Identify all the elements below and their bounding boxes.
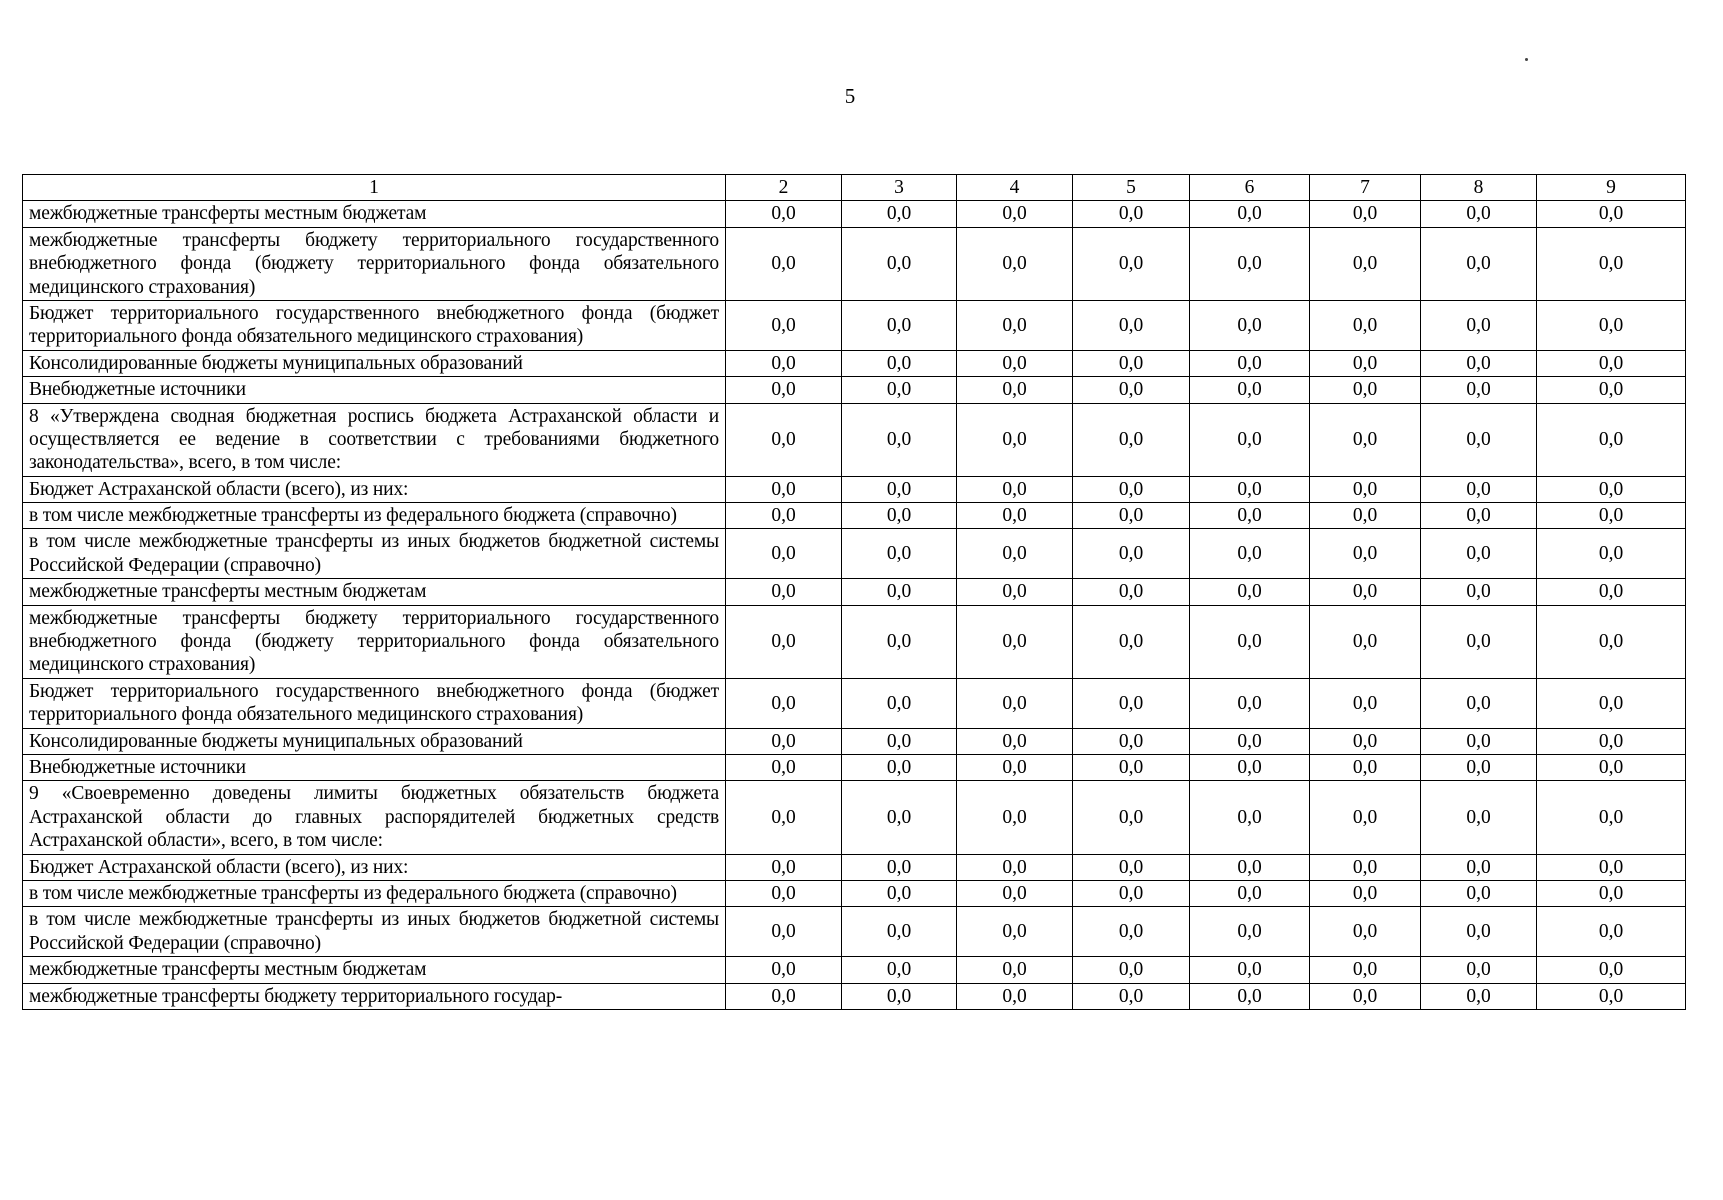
row-label: Бюджет Астраханской области (всего), из них: xyxy=(23,854,726,880)
row-label: 8 «Утверждена сводная бюджетная роспись бюджета Астраханской области и осуществляется ее ведение в соответствии с требованиями бюджетного законодательства», всего, в том числе: xyxy=(23,403,726,476)
value-cell: 0,0 xyxy=(957,579,1073,605)
value-cell: 0,0 xyxy=(842,350,957,376)
value-cell: 0,0 xyxy=(1421,377,1537,403)
value-cell: 0,0 xyxy=(842,854,957,880)
value-cell: 0,0 xyxy=(1537,854,1686,880)
value-cell: 0,0 xyxy=(726,300,842,350)
value-cell: 0,0 xyxy=(726,579,842,605)
value-cell: 0,0 xyxy=(1537,957,1686,983)
value-cell: 0,0 xyxy=(1537,503,1686,529)
value-cell: 0,0 xyxy=(1310,907,1421,957)
value-cell: 0,0 xyxy=(1190,754,1310,780)
value-cell: 0,0 xyxy=(1421,957,1537,983)
value-cell: 0,0 xyxy=(1310,605,1421,678)
value-cell: 0,0 xyxy=(1190,403,1310,476)
value-cell: 0,0 xyxy=(1073,880,1190,906)
table-row xyxy=(23,957,1686,983)
value-cell: 0,0 xyxy=(1421,227,1537,300)
value-cell: 0,0 xyxy=(726,907,842,957)
row-label: в том числе межбюджетные трансферты из федерального бюджета (справочно) xyxy=(23,503,726,529)
table-header-row xyxy=(23,175,1686,201)
value-cell: 0,0 xyxy=(842,678,957,728)
value-cell: 0,0 xyxy=(842,754,957,780)
value-cell: 0,0 xyxy=(1190,300,1310,350)
value-cell: 0,0 xyxy=(1190,476,1310,502)
value-cell: 0,0 xyxy=(842,579,957,605)
value-cell: 0,0 xyxy=(842,605,957,678)
value-cell: 0,0 xyxy=(1310,880,1421,906)
value-cell: 0,0 xyxy=(726,377,842,403)
value-cell: 0,0 xyxy=(842,880,957,906)
table-row xyxy=(23,300,1686,350)
value-cell: 0,0 xyxy=(726,957,842,983)
row-label: межбюджетные трансферты бюджету территориального государственного внебюджетного фонда (бюджету территориального фонда обязательного медицинского страхования) xyxy=(23,227,726,300)
value-cell: 0,0 xyxy=(1073,350,1190,376)
value-cell: 0,0 xyxy=(1310,957,1421,983)
value-cell: 0,0 xyxy=(1537,403,1686,476)
value-cell: 0,0 xyxy=(1073,579,1190,605)
value-cell: 0,0 xyxy=(842,529,957,579)
value-cell: 0,0 xyxy=(1421,201,1537,227)
value-cell: 0,0 xyxy=(842,300,957,350)
value-cell: 0,0 xyxy=(842,377,957,403)
value-cell: 0,0 xyxy=(1190,781,1310,854)
header-cell: 4 xyxy=(957,175,1073,201)
table-row xyxy=(23,907,1686,957)
value-cell: 0,0 xyxy=(957,503,1073,529)
header-cell: 5 xyxy=(1073,175,1190,201)
row-label: Внебюджетные источники xyxy=(23,754,726,780)
table-row xyxy=(23,880,1686,906)
value-cell: 0,0 xyxy=(842,728,957,754)
value-cell: 0,0 xyxy=(726,605,842,678)
value-cell: 0,0 xyxy=(726,403,842,476)
value-cell: 0,0 xyxy=(1310,403,1421,476)
header-cell: 8 xyxy=(1421,175,1537,201)
row-label: Консолидированные бюджеты муниципальных образований xyxy=(23,728,726,754)
value-cell: 0,0 xyxy=(726,983,842,1009)
value-cell: 0,0 xyxy=(957,781,1073,854)
header-cell: 7 xyxy=(1310,175,1421,201)
value-cell: 0,0 xyxy=(842,227,957,300)
value-cell: 0,0 xyxy=(1073,854,1190,880)
budget-table xyxy=(22,174,1686,1010)
value-cell: 0,0 xyxy=(957,201,1073,227)
value-cell: 0,0 xyxy=(957,529,1073,579)
value-cell: 0,0 xyxy=(1190,529,1310,579)
table-row xyxy=(23,678,1686,728)
table-row xyxy=(23,728,1686,754)
row-label: Бюджет Астраханской области (всего), из них: xyxy=(23,476,726,502)
value-cell: 0,0 xyxy=(1073,529,1190,579)
table-row xyxy=(23,754,1686,780)
value-cell: 0,0 xyxy=(1073,983,1190,1009)
value-cell: 0,0 xyxy=(957,880,1073,906)
row-label: 9 «Своевременно доведены лимиты бюджетных обязательств бюджета Астраханской области до главных распорядителей бюджетных средств Астраханской области», всего, в том числе: xyxy=(23,781,726,854)
table-row xyxy=(23,377,1686,403)
value-cell: 0,0 xyxy=(1073,300,1190,350)
value-cell: 0,0 xyxy=(1073,201,1190,227)
value-cell: 0,0 xyxy=(842,403,957,476)
value-cell: 0,0 xyxy=(1421,579,1537,605)
value-cell: 0,0 xyxy=(726,529,842,579)
value-cell: 0,0 xyxy=(1421,983,1537,1009)
value-cell: 0,0 xyxy=(1310,350,1421,376)
value-cell: 0,0 xyxy=(1421,728,1537,754)
value-cell: 0,0 xyxy=(726,728,842,754)
value-cell: 0,0 xyxy=(1190,605,1310,678)
value-cell: 0,0 xyxy=(1537,781,1686,854)
value-cell: 0,0 xyxy=(1190,201,1310,227)
value-cell: 0,0 xyxy=(1190,503,1310,529)
table-row xyxy=(23,227,1686,300)
row-label: межбюджетные трансферты бюджету территориального государственного внебюджетного фонда (бюджету территориального фонда обязательного медицинского страхования) xyxy=(23,605,726,678)
value-cell: 0,0 xyxy=(957,957,1073,983)
scan-speck xyxy=(1525,58,1528,61)
value-cell: 0,0 xyxy=(1537,728,1686,754)
value-cell: 0,0 xyxy=(1073,377,1190,403)
value-cell: 0,0 xyxy=(957,907,1073,957)
value-cell: 0,0 xyxy=(957,300,1073,350)
value-cell: 0,0 xyxy=(1537,605,1686,678)
value-cell: 0,0 xyxy=(1190,377,1310,403)
header-cell: 2 xyxy=(726,175,842,201)
value-cell: 0,0 xyxy=(957,728,1073,754)
value-cell: 0,0 xyxy=(1310,854,1421,880)
value-cell: 0,0 xyxy=(1073,403,1190,476)
row-label: Бюджет территориального государственного внебюджетного фонда (бюджет территориального фонда обязательного медицинского страхования) xyxy=(23,300,726,350)
value-cell: 0,0 xyxy=(1190,678,1310,728)
value-cell: 0,0 xyxy=(1421,678,1537,728)
row-label: межбюджетные трансферты местным бюджетам xyxy=(23,957,726,983)
value-cell: 0,0 xyxy=(1190,350,1310,376)
value-cell: 0,0 xyxy=(726,781,842,854)
table-row xyxy=(23,579,1686,605)
value-cell: 0,0 xyxy=(957,754,1073,780)
value-cell: 0,0 xyxy=(1190,880,1310,906)
value-cell: 0,0 xyxy=(957,377,1073,403)
value-cell: 0,0 xyxy=(1537,754,1686,780)
row-label: межбюджетные трансферты местным бюджетам xyxy=(23,579,726,605)
value-cell: 0,0 xyxy=(1421,781,1537,854)
value-cell: 0,0 xyxy=(1190,579,1310,605)
value-cell: 0,0 xyxy=(1537,579,1686,605)
value-cell: 0,0 xyxy=(842,503,957,529)
value-cell: 0,0 xyxy=(842,476,957,502)
value-cell: 0,0 xyxy=(1073,678,1190,728)
row-label: Консолидированные бюджеты муниципальных образований xyxy=(23,350,726,376)
value-cell: 0,0 xyxy=(1421,754,1537,780)
value-cell: 0,0 xyxy=(957,350,1073,376)
value-cell: 0,0 xyxy=(1421,350,1537,376)
value-cell: 0,0 xyxy=(726,201,842,227)
value-cell: 0,0 xyxy=(1421,907,1537,957)
value-cell: 0,0 xyxy=(957,678,1073,728)
value-cell: 0,0 xyxy=(1537,678,1686,728)
value-cell: 0,0 xyxy=(1310,201,1421,227)
value-cell: 0,0 xyxy=(1310,476,1421,502)
row-label: в том числе межбюджетные трансферты из федерального бюджета (справочно) xyxy=(23,880,726,906)
value-cell: 0,0 xyxy=(1310,377,1421,403)
value-cell: 0,0 xyxy=(1537,529,1686,579)
value-cell: 0,0 xyxy=(957,227,1073,300)
row-label: межбюджетные трансферты бюджету территориального государ- xyxy=(23,983,726,1009)
value-cell: 0,0 xyxy=(1421,854,1537,880)
value-cell: 0,0 xyxy=(1190,728,1310,754)
value-cell: 0,0 xyxy=(1073,227,1190,300)
value-cell: 0,0 xyxy=(726,476,842,502)
value-cell: 0,0 xyxy=(842,907,957,957)
value-cell: 0,0 xyxy=(726,880,842,906)
value-cell: 0,0 xyxy=(1073,605,1190,678)
value-cell: 0,0 xyxy=(957,983,1073,1009)
row-label: Бюджет территориального государственного внебюджетного фонда (бюджет территориального фонда обязательного медицинского страхования) xyxy=(23,678,726,728)
value-cell: 0,0 xyxy=(842,957,957,983)
value-cell: 0,0 xyxy=(726,754,842,780)
value-cell: 0,0 xyxy=(1421,300,1537,350)
row-label: межбюджетные трансферты местным бюджетам xyxy=(23,201,726,227)
value-cell: 0,0 xyxy=(1073,476,1190,502)
value-cell: 0,0 xyxy=(1537,476,1686,502)
table-row xyxy=(23,403,1686,476)
row-label: в том числе межбюджетные трансферты из иных бюджетов бюджетной системы Российской Федерации (справочно) xyxy=(23,907,726,957)
table-row xyxy=(23,350,1686,376)
header-cell: 6 xyxy=(1190,175,1310,201)
value-cell: 0,0 xyxy=(1421,529,1537,579)
value-cell: 0,0 xyxy=(1537,907,1686,957)
table-row xyxy=(23,605,1686,678)
value-cell: 0,0 xyxy=(957,476,1073,502)
value-cell: 0,0 xyxy=(1190,227,1310,300)
value-cell: 0,0 xyxy=(1310,579,1421,605)
value-cell: 0,0 xyxy=(1073,907,1190,957)
value-cell: 0,0 xyxy=(957,605,1073,678)
value-cell: 0,0 xyxy=(1421,403,1537,476)
table-row xyxy=(23,529,1686,579)
value-cell: 0,0 xyxy=(1073,728,1190,754)
value-cell: 0,0 xyxy=(1537,350,1686,376)
value-cell: 0,0 xyxy=(1537,983,1686,1009)
value-cell: 0,0 xyxy=(726,678,842,728)
value-cell: 0,0 xyxy=(1073,503,1190,529)
value-cell: 0,0 xyxy=(1190,983,1310,1009)
value-cell: 0,0 xyxy=(1190,907,1310,957)
value-cell: 0,0 xyxy=(726,854,842,880)
value-cell: 0,0 xyxy=(1073,754,1190,780)
value-cell: 0,0 xyxy=(1310,678,1421,728)
value-cell: 0,0 xyxy=(842,983,957,1009)
value-cell: 0,0 xyxy=(1310,728,1421,754)
value-cell: 0,0 xyxy=(1537,227,1686,300)
value-cell: 0,0 xyxy=(1310,983,1421,1009)
value-cell: 0,0 xyxy=(1310,781,1421,854)
table-row xyxy=(23,476,1686,502)
value-cell: 0,0 xyxy=(726,350,842,376)
page-number: 5 xyxy=(844,84,856,108)
value-cell: 0,0 xyxy=(1190,854,1310,880)
value-cell: 0,0 xyxy=(726,503,842,529)
value-cell: 0,0 xyxy=(1310,503,1421,529)
value-cell: 0,0 xyxy=(1073,957,1190,983)
table-row xyxy=(23,854,1686,880)
value-cell: 0,0 xyxy=(1073,781,1190,854)
value-cell: 0,0 xyxy=(957,854,1073,880)
header-cell: 9 xyxy=(1537,175,1686,201)
value-cell: 0,0 xyxy=(1190,957,1310,983)
table-row xyxy=(23,503,1686,529)
value-cell: 0,0 xyxy=(1310,754,1421,780)
row-label: Внебюджетные источники xyxy=(23,377,726,403)
value-cell: 0,0 xyxy=(1421,880,1537,906)
value-cell: 0,0 xyxy=(1537,300,1686,350)
value-cell: 0,0 xyxy=(726,227,842,300)
value-cell: 0,0 xyxy=(842,201,957,227)
value-cell: 0,0 xyxy=(1310,227,1421,300)
header-cell: 1 xyxy=(23,175,726,201)
header-cell: 3 xyxy=(842,175,957,201)
value-cell: 0,0 xyxy=(842,781,957,854)
value-cell: 0,0 xyxy=(1310,529,1421,579)
table-row xyxy=(23,781,1686,854)
value-cell: 0,0 xyxy=(1537,377,1686,403)
value-cell: 0,0 xyxy=(1537,201,1686,227)
row-label: в том числе межбюджетные трансферты из иных бюджетов бюджетной системы Российской Федерации (справочно) xyxy=(23,529,726,579)
table-row xyxy=(23,983,1686,1009)
value-cell: 0,0 xyxy=(1537,880,1686,906)
value-cell: 0,0 xyxy=(1421,476,1537,502)
value-cell: 0,0 xyxy=(957,403,1073,476)
value-cell: 0,0 xyxy=(1421,503,1537,529)
value-cell: 0,0 xyxy=(1310,300,1421,350)
table-row xyxy=(23,201,1686,227)
value-cell: 0,0 xyxy=(1421,605,1537,678)
